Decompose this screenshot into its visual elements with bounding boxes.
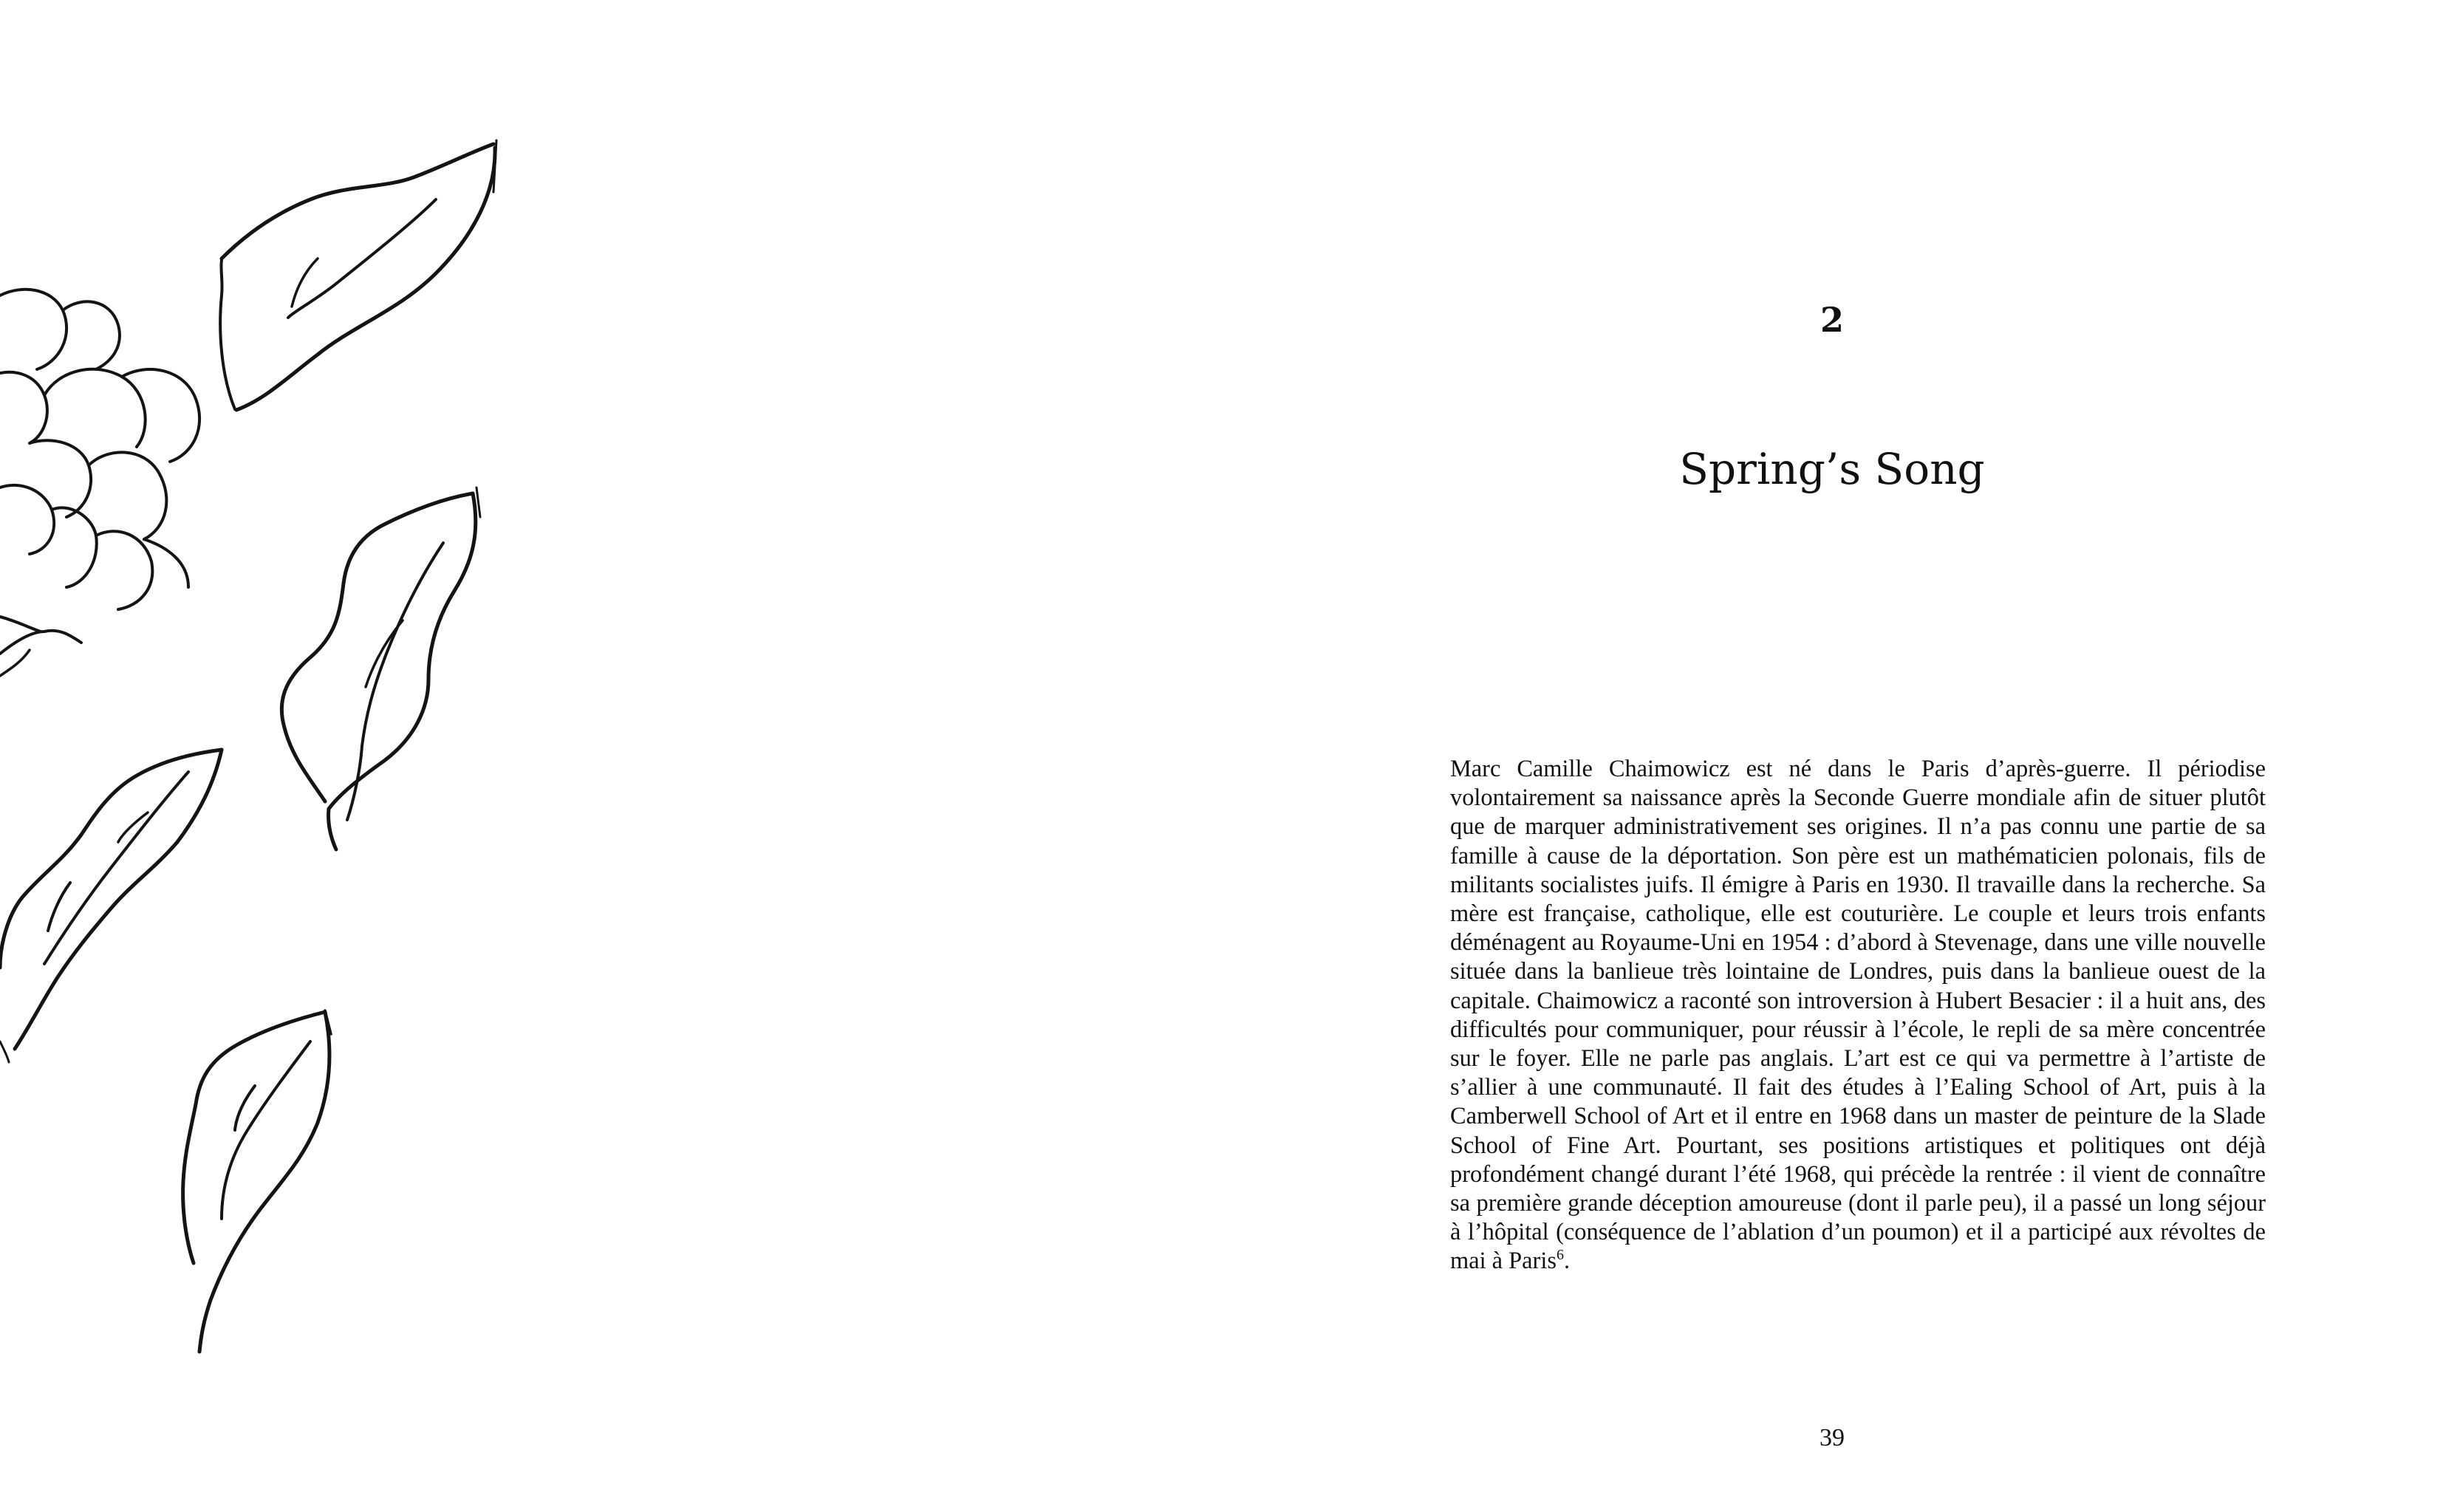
leaf-drawing (183, 1010, 331, 1352)
berry-cluster-drawing (0, 290, 199, 676)
leaf-drawing (281, 488, 480, 849)
chapter-title: Spring’s Song (1679, 444, 1985, 494)
right-page (1221, 0, 2443, 1512)
left-page (0, 0, 1221, 1512)
chapter-number: 2 (1820, 300, 1844, 340)
body-paragraph (1450, 755, 2266, 1276)
footnote-reference[interactable]: 6 (1556, 1247, 1564, 1264)
body-paragraph-text: Marc Camille Chaimowicz est né dans le Paris d’après-guerre. Il périodise volontairement sa naissance après la Seconde Guerre mondiale afin de situer plutôt que de marquer administrativement ses origines. Il n’a pas connu une partie de sa famille à cause de la déportation. Son père est un mathématicien polonais, fils de militants socialistes juifs. Il émigre à Paris en 1930. Il travaille dans la recherche. Sa mère est française, catholique, elle est couturière. Le couple et leurs trois enfants déménagent au Royaume-Uni en 1954 : d’abord à Stevenage, dans une ville nouvelle située dans la banlieue très lointaine de Londres, puis dans la banlieue ouest de la capitale. Chaimowicz a raconté son introversion à Hubert Besacier : il a huit ans, des difficultés pour communiquer, pour réussir à l’école, le repli de sa mère concentrée sur le foyer. Elle ne parle pas anglais. L’art est ce qui va permettre à l’artiste de s’allier à une communauté. Il fait des études à l’Ealing School of Art, puis à la Camberwell School of Art et il entre en 1968 dans un master de peinture de la Slade School of Fine Art. Pourtant, ses positions artistiques et politiques ont déjà profondément changé durant l’été 1968, qui précède la rentrée : il vient de connaître sa première grande déception amoureuse (dont il parle peu), il a passé un long séjour à l’hôpital (conséquence de l’ablation d’un poumon) et il a participé aux révoltes de mai à Paris (1450, 756, 2266, 1275)
page-number: 39 (1820, 1424, 1845, 1451)
paragraph-end: . (1563, 1248, 1571, 1275)
leaf-drawing (0, 750, 222, 1062)
leaf-drawing (220, 140, 496, 410)
leaves-and-berries-drawing (0, 0, 561, 1512)
